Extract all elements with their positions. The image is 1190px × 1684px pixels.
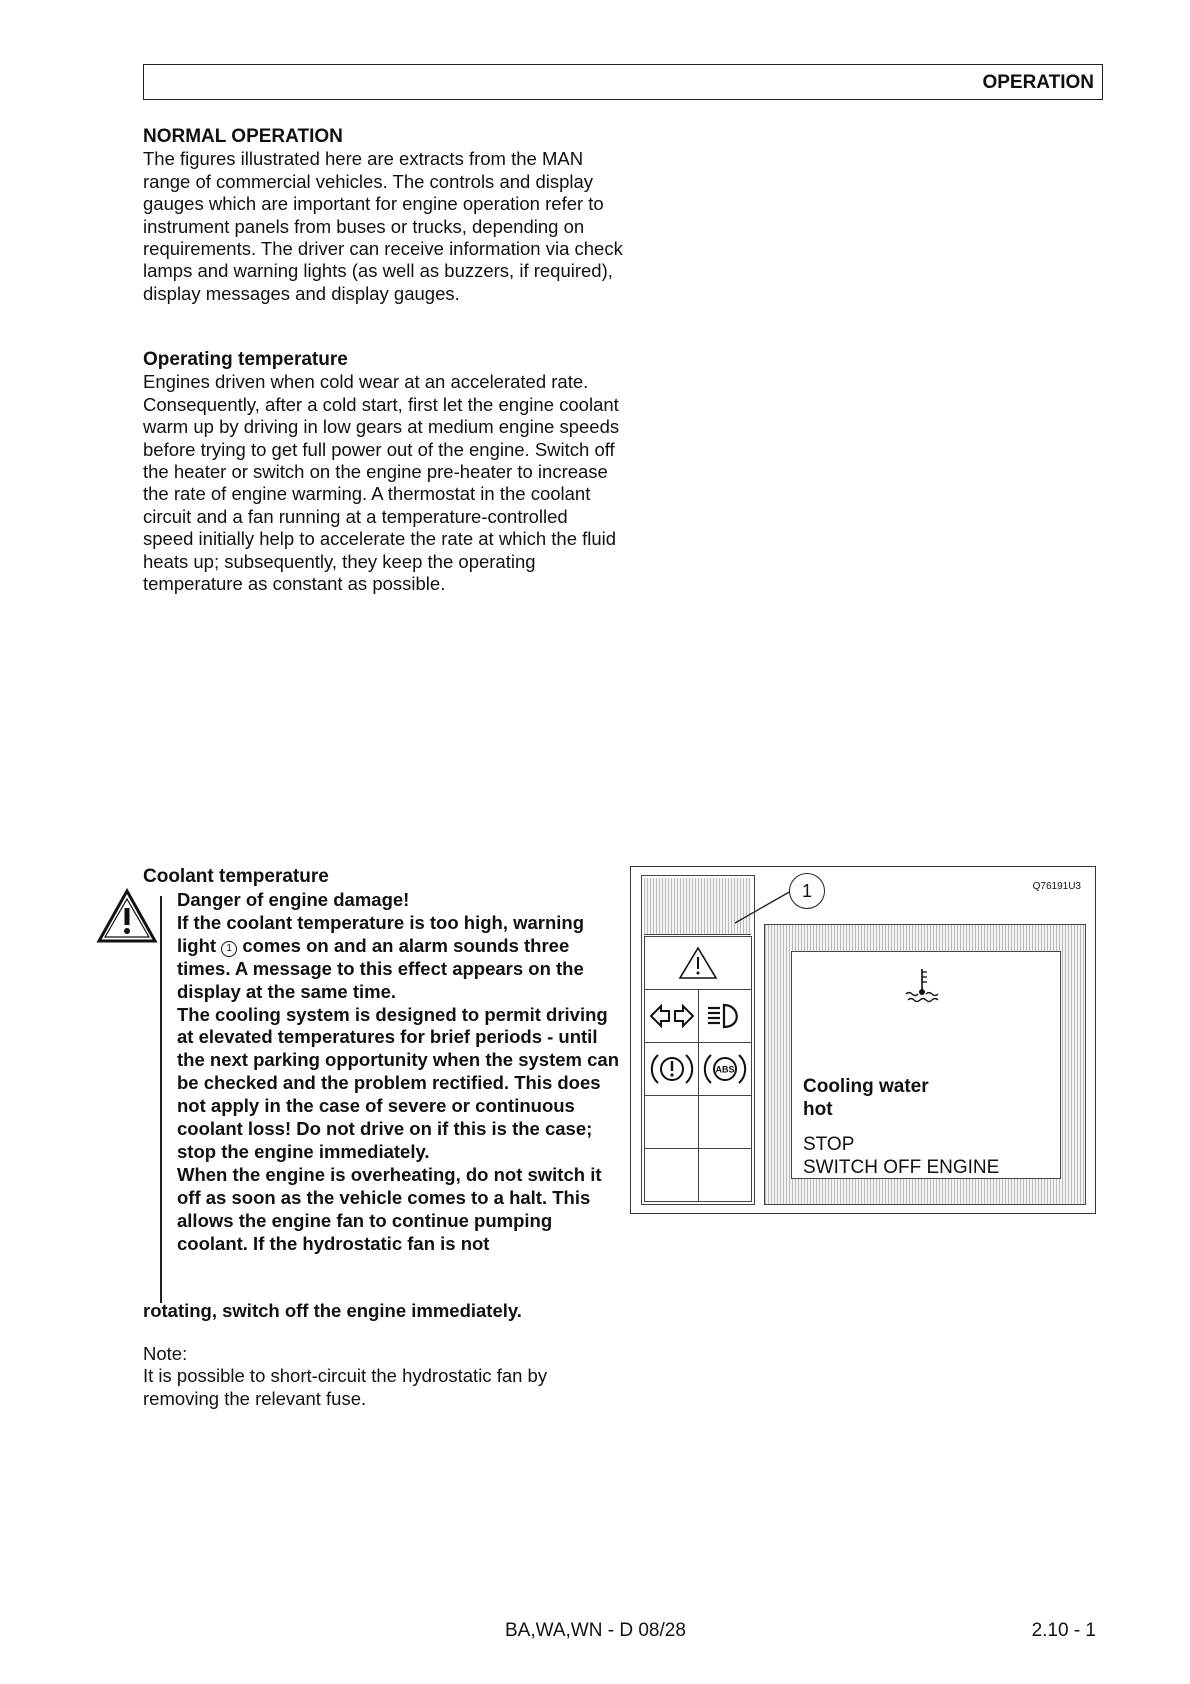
coolant-temperature-icon: [900, 966, 944, 1006]
warning-paragraph-3: When the engine is overheating, do not switch it off as soon as the vehicle comes to a halt. This allows the engine fan to continue pumping coolant. If the hydrostatic fan is not: [177, 1163, 602, 1254]
note-label: Note:: [143, 1343, 188, 1364]
high-beam-cell: [698, 989, 752, 1043]
section-body: The figures illustrated here are extracts from the MAN range of commercial vehicles. The controls and display gauges which are important for engine operation refer to instrument panels from buses or trucks, depending on requirements. The driver can receive information via check lamps and warning lights (as well as buzzers, if required), display messages and display gauges.: [143, 148, 623, 304]
display-frame: [764, 924, 1086, 1205]
empty-lamp-cell: [644, 1148, 699, 1202]
abs-label: ABS: [715, 1064, 735, 1075]
note-body: It is possible to short-circuit the hydrostatic fan by removing the relevant fuse.: [143, 1365, 548, 1409]
callout-leader-line: [731, 887, 795, 927]
warning-margin-bar: [160, 896, 162, 1303]
display-message-line: Cooling water: [803, 1076, 929, 1097]
header-title: OPERATION: [982, 72, 1094, 93]
turn-signal-cell: [644, 989, 699, 1043]
warning-tail: rotating, switch off the engine immediately.: [143, 1300, 522, 1321]
turn-signal-icon: [649, 1003, 695, 1029]
section-heading: Operating temperature: [143, 349, 348, 370]
figure-code: Q76191U3: [1032, 881, 1081, 892]
brake-warning-cell: [644, 1042, 699, 1096]
header-box: [143, 64, 1103, 100]
warning-text: comes on and an alarm sounds three times. A message to this effect appears on the display at the same time.: [177, 934, 584, 1002]
warning-triangle-icon: [96, 888, 158, 944]
warning-text: If the coolant temperature is too high, warning light: [177, 911, 585, 956]
callout-marker: 1: [221, 941, 237, 957]
warning-triangle-lamp-icon: [678, 946, 718, 980]
warning-paragraph-2: The cooling system is designed to permit driving at elevated temperatures for brief periods - until the next parking opportunity when the system can be checked and the problem rectified. This does not apply in the case of severe or continuous coolant loss! Do not drive on if this is the case; stop the engine immediately.: [177, 1003, 620, 1162]
note-block: [143, 1343, 623, 1410]
display-message-line: STOP: [803, 1134, 855, 1155]
footer-page-number: 2.10 - 1: [1031, 1620, 1096, 1641]
display-screen: [791, 951, 1061, 1179]
coolant-temperature-heading: Coolant temperature: [143, 866, 329, 887]
warning-paragraph-1: [177, 912, 627, 1004]
abs-icon: [703, 1049, 747, 1089]
empty-lamp-cell: [698, 1095, 752, 1149]
warning-lamp-cell: [644, 936, 752, 990]
operating-temperature-section: [143, 349, 623, 595]
section-heading: NORMAL OPERATION: [143, 126, 343, 147]
footer-doc-ref: BA,WA,WN - D 08/28: [505, 1620, 686, 1641]
high-beam-icon: [704, 1002, 746, 1030]
empty-lamp-cell: [698, 1148, 752, 1202]
section-body: Engines driven when cold wear at an accelerated rate. Consequently, after a cold start, first let the engine coolant warm up by driving in low gears at medium engine speeds before trying to get full power out of the engine. Switch off the heater or switch on the engine pre-heater to increase the rate of engine warming. A thermostat in the coolant circuit and a fan running at a temperature-controlled speed initially help to accelerate the rate at which the fluid heats up; subsequently, they keep the operating temperature as constant as possible.: [143, 371, 620, 595]
instrument-panel-figure: [630, 866, 1096, 1214]
display-message-line: SWITCH OFF ENGINE: [803, 1157, 1000, 1178]
display-message-line: hot: [803, 1099, 833, 1120]
normal-operation-section: [143, 126, 623, 305]
brake-warning-icon: [650, 1049, 694, 1089]
abs-cell: [698, 1042, 752, 1096]
warning-block: [177, 889, 627, 1256]
warning-title: Danger of engine damage!: [177, 889, 410, 910]
empty-lamp-cell: [644, 1095, 699, 1149]
callout-number: 1: [789, 873, 825, 909]
